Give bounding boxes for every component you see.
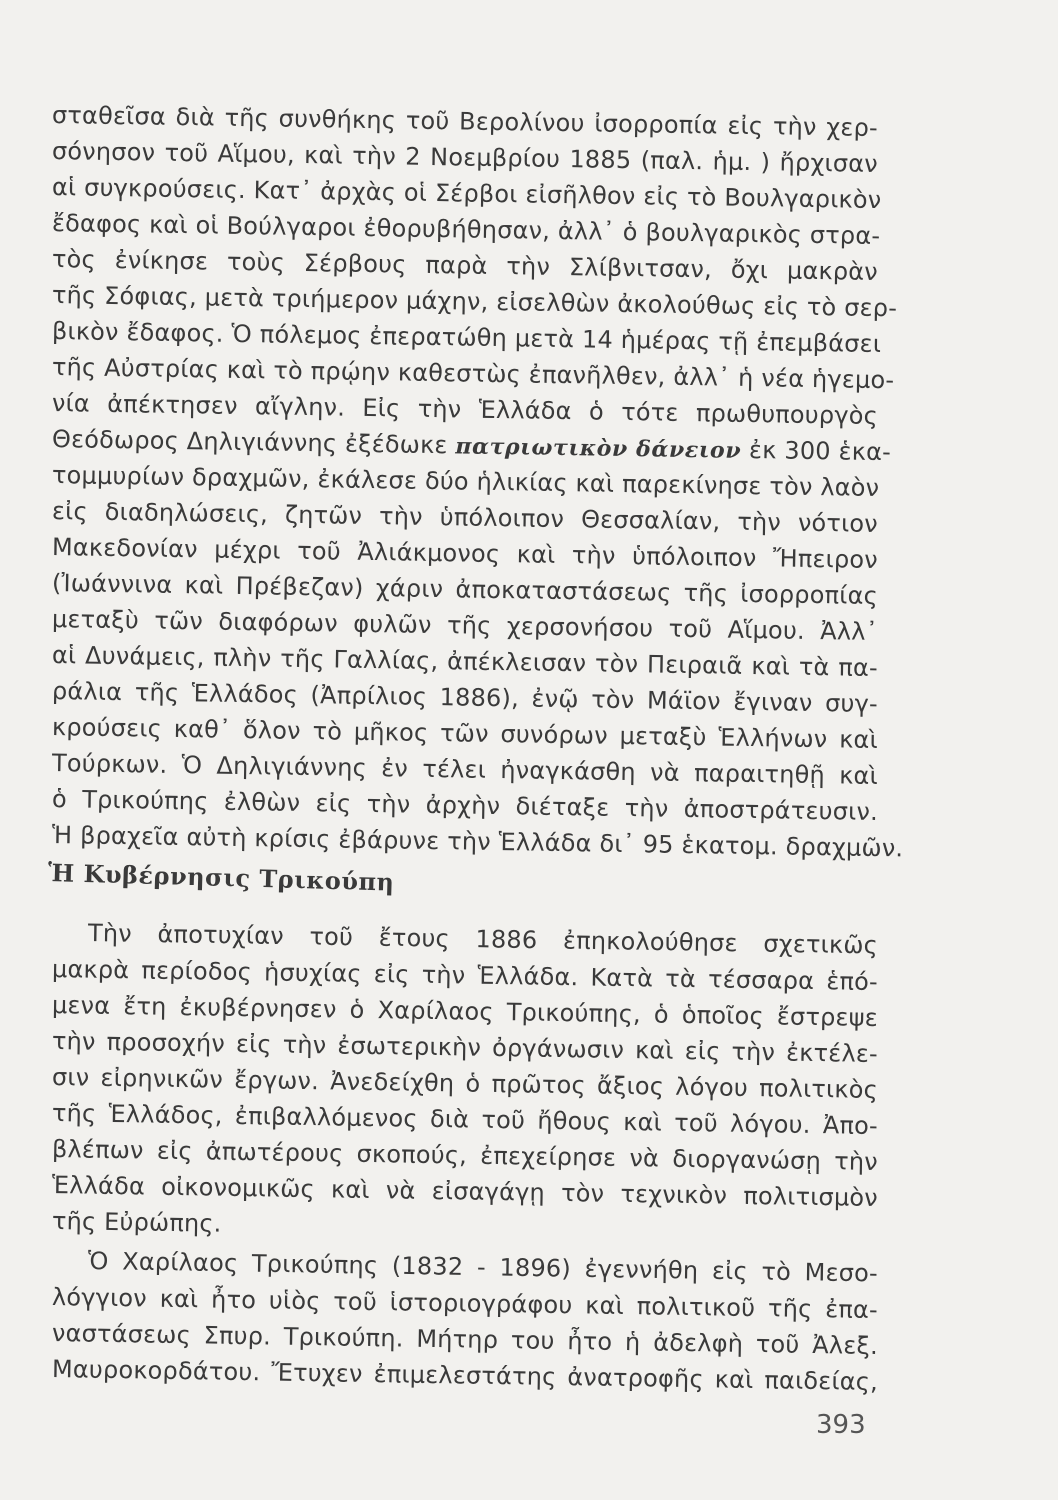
text-line: (Ἰωάννινα καὶ Πρέβεζαν) χάριν ἀποκαταστάσεως τῆς ἰσορροπίας bbox=[51, 569, 879, 610]
section-heading: Ἡ Κυβέρνησις Τρικούπη bbox=[47, 858, 395, 897]
text-line: σιν εἰρηνικῶν ἔργων. Ἀνεδείχθη ὁ πρῶτος ἄξιος λόγου πολιτικὸς bbox=[51, 1063, 879, 1104]
text-line: ναστάσεως Σπυρ. Τρικούπη. Μήτηρ του ἦτο ἡ ἀδελφὴ τοῦ Ἀλεξ. bbox=[51, 1319, 879, 1360]
text-line: Μαυροκορδάτου. Ἔτυχεν ἐπιμελεστάτης ἀνατροφῆς καὶ παιδείας, bbox=[51, 1355, 879, 1396]
text-line: μακρὰ περίοδος ἡσυχίας εἰς τὴν Ἑλλάδα. Κατὰ τὰ τέσσαρα ἑπό- bbox=[51, 955, 879, 996]
text-line: ὁ Τρικούπης ἐλθὼν εἰς τὴν ἀρχὴν διέταξε τὴν ἀποστράτευσιν. bbox=[51, 785, 879, 826]
text-line: αἱ συγκρούσεις. Κατ᾽ ἀρχὰς οἱ Σέρβοι εἰσῆλθον εἰς τὸ Βουλγαρικὸν bbox=[51, 173, 882, 215]
text-line: μενα ἔτη ἐκυβέρνησεν ὁ Χαρίλαος Τρικούπης, ὁ ὁποῖος ἔστρεψε bbox=[51, 991, 879, 1032]
text-line: κρούσεις καθ᾽ ὅλον τὸ μῆκος τῶν συνόρων μεταξὺ Ἑλλήνων καὶ bbox=[51, 713, 879, 754]
text-fragment: Θεόδωρος Δηλιγιάννης ἐξέδωκε bbox=[51, 425, 456, 460]
text-line: μεταξὺ τῶν διαφόρων φυλῶν τῆς χερσονήσου τοῦ Αἵμου. Ἀλλ᾽ bbox=[51, 605, 879, 646]
text-line: αἱ Δυνάμεις, πλὴν τῆς Γαλλίας, ἀπέκλεισαν τὸν Πειραιᾶ καὶ τὰ πα- bbox=[51, 641, 879, 682]
text-line: τῆς Αὐστρίας καὶ τὸ πρῴην καθεστὼς ἐπανῆλθεν, ἀλλ᾽ ἡ νέα ἡγεμο- bbox=[51, 353, 895, 395]
text-line: εἰς διαδηλώσεις, ζητῶν τὴν ὑπόλοιπον Θεσσαλίαν, τὴν νότιον bbox=[51, 497, 879, 538]
text-line: τῆς Εὐρώπης. bbox=[51, 1207, 222, 1238]
text-line: Ἑλλάδα οἰκονομικῶς καὶ νὰ εἰσαγάγῃ τὸν τεχνικὸν πολιτισμὸν bbox=[51, 1171, 879, 1212]
text-line: βλέπων εἰς ἀπωτέρους σκοπούς, ἐπεχείρησε νὰ διοργανώσῃ τὴν bbox=[51, 1135, 879, 1176]
text-line: νία ἀπέκτησεν αἴγλην. Εἰς τὴν Ἑλλάδα ὁ τότε πρωθυπουργὸς bbox=[51, 389, 879, 430]
text-line: Μακεδονίαν μέχρι τοῦ Ἀλιάκμονος καὶ τὴν ὑπόλοιπον Ἤπειρον bbox=[51, 533, 879, 574]
text-line: τὸς ἐνίκησε τοὺς Σέρβους παρὰ τὴν Σλίβνιτσαν, ὄχι μακρὰν bbox=[51, 245, 879, 286]
text-line: λόγγιον καὶ ἦτο υἱὸς τοῦ ἱστοριογράφου καὶ πολιτικοῦ τῆς ἐπα- bbox=[51, 1283, 879, 1324]
text-line: τομμυρίων δραχμῶν, ἐκάλεσε δύο ἡλικίας καὶ παρεκίνησε τὸν λαὸν bbox=[51, 461, 880, 502]
text-fragment: ἐκ 300 ἑκα- bbox=[740, 435, 892, 467]
text-line: Τὴν ἀποτυχίαν τοῦ ἔτους 1886 ἐπηκολούθησε σχετικῶς bbox=[87, 919, 879, 960]
text-line: βικὸν ἔδαφος. Ὁ πόλεμος ἐπερατώθη μετὰ 14 ἡμέρας τῇ ἐπεμβάσει bbox=[51, 317, 882, 359]
text-line: σταθεῖσα διὰ τῆς συνθήκης τοῦ Βερολίνου ἰσορροπία εἰς τὴν χερ- bbox=[51, 101, 879, 142]
text-line: τῆς Ἑλλάδος, ἐπιβαλλόμενος διὰ τοῦ ἤθους καὶ τοῦ λόγου. Ἀπο- bbox=[51, 1099, 879, 1140]
text-line: Ἡ βραχεῖα αὐτὴ κρίσις ἐβάρυνε τὴν Ἑλλάδα δι᾽ 95 ἑκατομ. δραχμῶν. bbox=[51, 821, 904, 863]
text-line: τὴν προσοχήν εἰς τὴν ἐσωτερικὴν ὀργάνωσιν καὶ εἰς τὴν ἐκτέλε- bbox=[51, 1027, 879, 1068]
text-line: Τούρκων. Ὁ Δηλιγιάννης ἐν τέλει ἠναγκάσθη νὰ παραιτηθῇ καὶ bbox=[51, 749, 879, 790]
text-line: ράλια τῆς Ἑλλάδος (Ἀπρίλιος 1886), ἐνῷ τὸν Μάϊον ἔγιναν συγ- bbox=[51, 677, 879, 718]
text-line: Ὁ Χαρίλαος Τρικούπης (1832 - 1896) ἐγεννήθη εἰς τὸ Μεσο- bbox=[87, 1247, 879, 1288]
text-line: ἔδαφος καὶ οἱ Βούλγαροι ἐθορυβήθησαν, ἀλλ᾽ ὁ βουλγαρικὸς στρα- bbox=[51, 209, 881, 251]
text-line: σόνησον τοῦ Αἵμου, καὶ τὴν 2 Νοεμβρίου 1885 (παλ. ἡμ. ) ἤρχισαν bbox=[51, 137, 879, 178]
text-line: τῆς Σόφιας, μετὰ τριήμερον μάχην, εἰσελθὼν ἀκολούθως εἰς τὸ σερ- bbox=[51, 281, 898, 323]
emphasized-term: πατριωτικὸν δάνειον bbox=[455, 433, 742, 464]
page-number: 393 bbox=[816, 1410, 866, 1440]
